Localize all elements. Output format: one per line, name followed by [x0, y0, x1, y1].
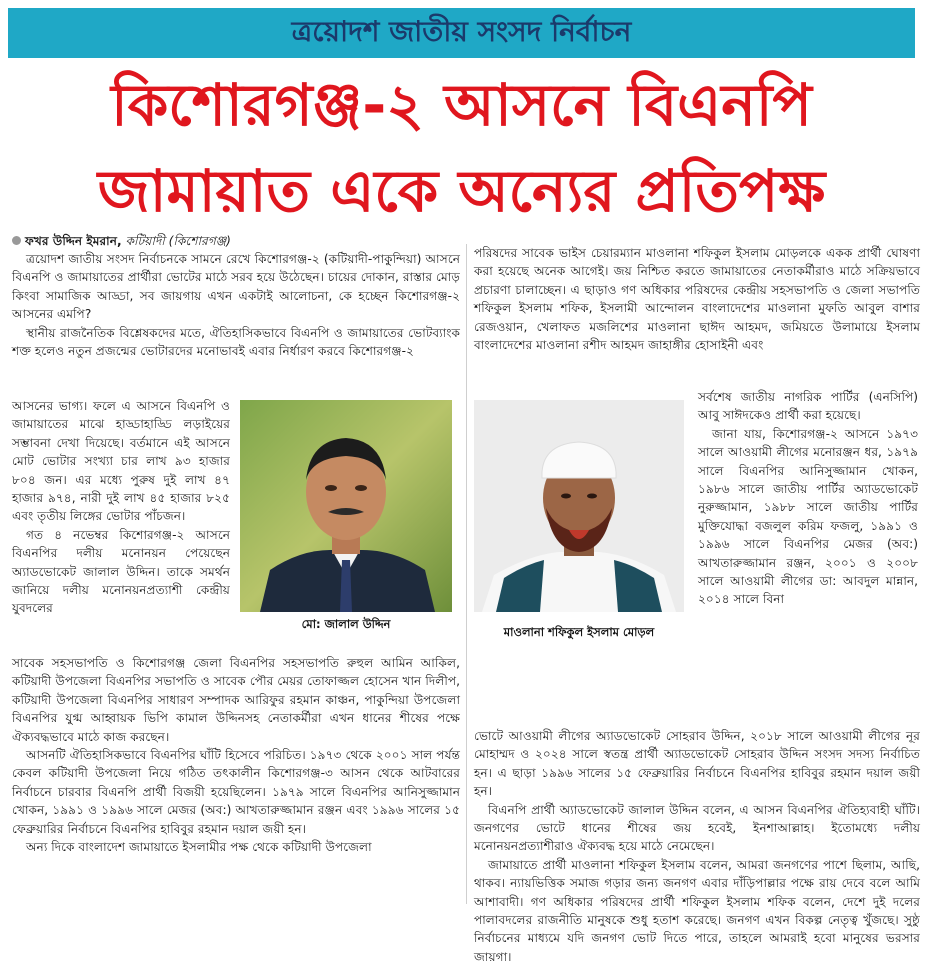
bullet-icon	[12, 236, 21, 245]
paragraph: সাবেক সহসভাপতি ও কিশোরগঞ্জ জেলা বিএনপির সহসভাপতি রুহুল আমিন আকিল, কটিয়াদী উপজেলা বিএনপির সভাপতি ও সাবেক পৌর মেয়র তোফাজ্জল হোসেন খান দিলীপ, কটিয়াদী উপজেলা বিএনপির সাধারণ সম্পাদক আরিফুর রহমান কাঞ্চন, পাকুন্দিয়া উপজেলা বিএনপির যুগ্ম আহ্বায়ক ভিপি কামাল উদ্দিনসহ নেতাকর্মীরা এখন ধানের শীষের পক্ষে ঐক্যবদ্ধভাবে মাঠে কাজ করছেন।	[12, 656, 460, 744]
section-banner	[8, 8, 915, 58]
paragraph: জামায়াতে প্রার্থী মাওলানা শফিকুল ইসলাম বলেন, আমরা জনগণের পাশে ছিলাম, আছি, থাকব। ন্যায়ভিত্তিক সমাজ গড়ার জন্য জনগণ এবার দাঁড়িপাল্লার পক্ষে রায় দেবে বলে আমি আশাবাদী। গণ অধিকার পরিষদের প্রার্থী শফিকুল ইসলাম শফিক বলেন, দেশে দুই দলের পালাবদলের রাজনীতি মানুষকে শুধু হতাশ করেছে। জনগণ এখন বিকল্প নেতৃত্ব খুঁজছে। সুষ্ঠু নির্বাচনের মাধ্যমে যদি জনগণ ভোট দিতে পারে, তাহলে আমরাই হবো মানুষের ভরসার জায়গা।	[474, 857, 920, 964]
column-divider	[466, 244, 467, 904]
photo-caption-left: মো: জালাল উদ্দিন	[301, 617, 391, 631]
candidate-photo-left	[240, 400, 452, 612]
byline	[12, 232, 460, 250]
article-right-bottom	[474, 727, 920, 966]
photo-caption-right: মাওলানা শফিকুল ইসলাম মোড়ল	[503, 625, 655, 639]
paragraph: বিএনপি প্রার্থী অ্যাডভোকেট জালাল উদ্দিন বলেন, এ আসন বিএনপির ঐতিহ্যবাহী ঘাঁটি। জনগণের ভোটে ধানের শীষের জয় হবেই, ইনশাআল্লাহ। ইতোমধ্যে দলীয় মনোনয়নপ্রত্যাশীরাও ঐক্যবদ্ধ হয়ে মাঠে নেমেছেন।	[474, 802, 920, 854]
author-location: কটিয়াদী (কিশোরগঞ্জ)	[125, 234, 231, 248]
section-title: ত্রয়োদশ জাতীয় সংসদ নির্বাচন	[291, 14, 632, 48]
paragraph: জানা যায়, কিশোরগঞ্জ-২ আসনে ১৯৭৩ সালে আওয়ামী লীগের মনোরঞ্জন ধর, ১৯৭৯ সালে বিএনপির আনিসুজ্জামান খোকন, ১৯৮৬ সালে জাতীয় পার্টির অ্যাডভোকেট নুরুজ্জামান, ১৯৮৮ সালে জাতীয় পার্টির মুক্তিযোদ্ধা বজলুল করিম ফজলু, ১৯৯১ ও ১৯৯৬ সালে বিএনপির মেজর (অব:) আখতারুজ্জামান রঞ্জন, ২০০১ ও ২০০৮ সালে আওয়ামী লীগের ডা: আবদুল মান্নান, ২০১৪ সালে বিনা	[698, 426, 918, 607]
headline-line-1: কিশোরগঞ্জ-২ আসনে বিএনপি	[111, 71, 812, 139]
author-name: ফখর উদ্দিন ইমরান,	[25, 234, 122, 248]
paragraph: ত্রয়োদশ জাতীয় সংসদ নির্বাচনকে সামনে রেখে কিশোরগঞ্জ-২ (কটিয়াদী-পাকুন্দিয়া) আসনে বিএনপি ও জামায়াতের প্রার্থীরা ভোটের মাঠে সরব হয়ে উঠেছেন। চায়ের দোকান, রাস্তার মোড় কিংবা সামাজিক আড্ডা, সব জায়গায় এখন একটাই আলোচনা, কে হচ্ছেন কিশোরগঞ্জ-২ আসনের এমপি?	[12, 252, 460, 322]
article-right-column-top	[474, 244, 920, 354]
paragraph: আসনটি ঐতিহাসিকভাবে বিএনপির ঘাঁটি হিসেবে পরিচিত। ১৯৭৩ থেকে ২০০১ সাল পর্যন্ত কেবল কটিয়াদী উপজেলা নিয়ে গঠিত তৎকালীন কিশোরগঞ্জ-৩ আসন থেকে আটবারের নির্বাচনে চারবার বিএনপি প্রার্থী বিজয়ী হয়েছিলেন। ১৯৭৯ সালে বিএনপির আনিসুজ্জামান খোকন, ১৯৯১ ও ১৯৯৬ সালে মেজর (অব:) আখতারুজ্জামান রঞ্জন এবং ১৯৯৬ সালের ১৫ ফেব্রুয়ারির নির্বাচনে বিএনপির হাবিবুর রহমান দয়াল জয়ী হন।	[12, 748, 460, 836]
article-right-narrow	[698, 388, 918, 609]
paragraph: সর্বশেষ জাতীয় নাগরিক পার্টির (এনসিপি) আবু সাঈদকেও প্রার্থী করা হয়েছে।	[698, 390, 918, 423]
paragraph: গত ৪ নভেম্বর কিশোরগঞ্জ-২ আসনে বিএনপির দলীয় মনোনয়ন পেয়েছেন অ্যাডভোকেট জালাল উদ্দিন। তাকে সমর্থন জানিয়ে দলীয় মনোনয়নপ্রত্যাশী কেন্দ্রীয় যুবদলের	[12, 527, 230, 616]
article-left-column-top	[12, 232, 460, 360]
headline-line-2: জামায়াত একে অন্যের প্রতিপক্ষ	[97, 157, 826, 225]
paragraph: পরিষদের সাবেক ভাইস চেয়ারম্যান মাওলানা শফিকুল ইসলাম মোড়লকে একক প্রার্থী ঘোষণা করা হয়েছে অনেক আগেই। জয় নিশ্চিত করতে জামায়াতের নেতাকর্মীরাও মাঠে সক্রিয়ভাবে প্রচারণা চালাচ্ছেন। এ ছাড়াও গণ অধিকার পরিষদের কেন্দ্রীয় সহসভাপতি ও জেলা সভাপতি শফিকুল ইসলাম শফিক, ইসলামী আন্দোলন বাংলাদেশের মাওলানা মুফতি আবুল বাশার রেজওয়ান, খেলাফত মজলিশের মাওলানা ছাঈদ আহমদ, জমিয়তে উলামায়ে ইসলাম বাংলাদেশের মাওলানা রশীদ আহমদ জাহাঙ্গীর হোসাইনী এবং	[474, 246, 920, 353]
paragraph: অন্য দিকে বাংলাদেশ জামায়াতে ইসলামীর পক্ষ থেকে কটিয়াদী উপজেলা	[26, 840, 372, 855]
paragraph: স্থানীয় রাজনৈতিক বিশ্লেষকদের মতে, ঐতিহাসিকভাবে বিএনপি ও জামায়াতের ভোটব্যাংক শক্ত হলেও নতুন প্রজন্মের ভোটারদের মনোভাবই এবার নির্ধারণ করবে কিশোরগঞ্জ-২	[12, 325, 460, 359]
candidate-photo-right	[474, 400, 684, 612]
article-left-bottom	[12, 654, 460, 856]
article-left-narrow	[12, 397, 230, 618]
paragraph: ভোটে আওয়ামী লীগের অ্যাডভোকেট সোহরাব উদ্দিন, ২০১৮ সালে আওয়ামী লীগের নূর মোহাম্মদ ও ২০২৪ সালে স্বতন্ত্র প্রার্থী অ্যাডভোকেট সোহরাব উদ্দিন সংসদ সদস্য নির্বাচিত হন। এ ছাড়া ১৯৯৬ সালের ১৫ ফেব্রুয়ারির নির্বাচনে বিএনপির হাবিবুর রহমান দয়াল জয়ী হন।	[474, 729, 920, 799]
paragraph: আসনের ভাগ্য। ফলে এ আসনে বিএনপি ও জামায়াতের মাঝে হাড্ডাহাড্ডি লড়াইয়ের সম্ভাবনা দেখা দিয়েছে। বর্তমানে এই আসনে মোট ভোটার সংখ্যা চার লাখ ৯৩ হাজার ৮০৪ জন। এর মধ্যে পুরুষ দুই লাখ ৪৭ হাজার ৯৭৪, নারী দুই লাখ ৪৫ হাজার ৮২৫ এবং তৃতীয় লিঙ্গের ভোটার পাঁচজন।	[12, 399, 230, 524]
